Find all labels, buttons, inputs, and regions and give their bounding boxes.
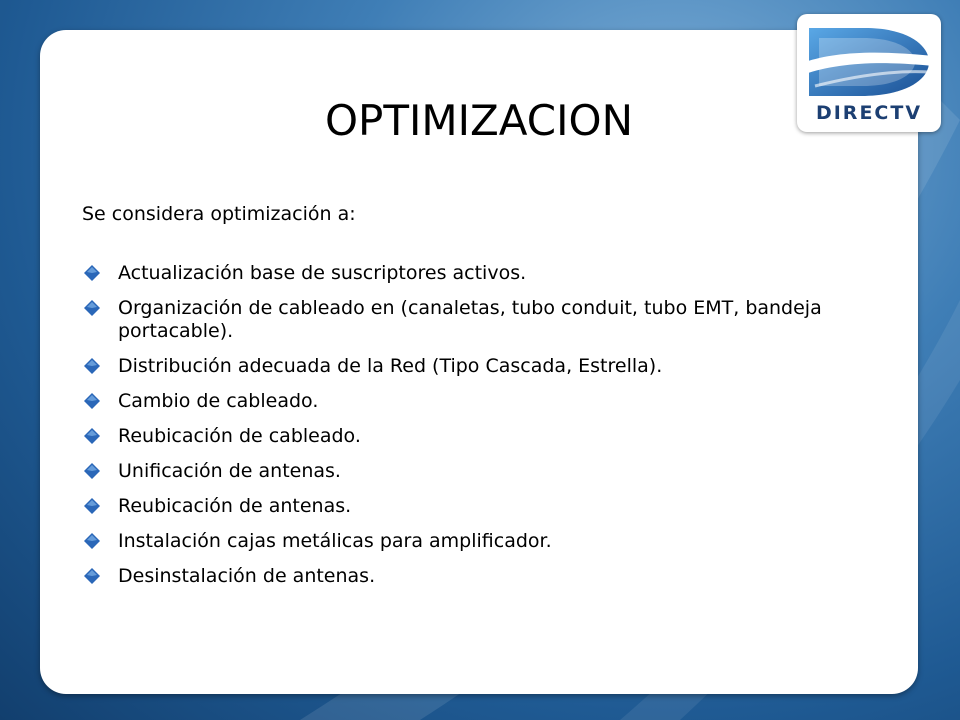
diamond-bullet-icon xyxy=(84,358,100,374)
list-item-text: Desinstalación de antenas. xyxy=(118,565,376,587)
diamond-bullet-icon xyxy=(84,393,100,409)
list-item xyxy=(82,565,842,588)
list-item-text: Instalación cajas metálicas para amplificador. xyxy=(118,530,552,552)
list-item xyxy=(82,530,842,553)
list-item xyxy=(82,355,842,378)
logo-text: DIRECTV xyxy=(815,102,923,124)
list-item-text: Cambio de cableado. xyxy=(118,390,319,412)
list-item-text: Unificación de antenas. xyxy=(118,460,341,482)
list-item xyxy=(82,262,842,285)
list-item xyxy=(82,297,842,343)
list-item-text: Reubicación de antenas. xyxy=(118,495,352,517)
diamond-bullet-icon xyxy=(84,463,100,479)
list-item xyxy=(82,495,842,518)
directv-logo xyxy=(797,14,941,132)
diamond-bullet-icon xyxy=(84,265,100,281)
bullet-list xyxy=(82,262,842,600)
diamond-bullet-icon xyxy=(84,568,100,584)
list-item xyxy=(82,425,842,448)
diamond-bullet-icon xyxy=(84,300,100,316)
list-item-text: Actualización base de suscriptores activos. xyxy=(118,262,527,284)
list-item xyxy=(82,390,842,413)
diamond-bullet-icon xyxy=(84,533,100,549)
diamond-bullet-icon xyxy=(84,428,100,444)
directv-logo-icon xyxy=(805,22,933,100)
list-item-text: Distribución adecuada de la Red (Tipo Cascada, Estrella). xyxy=(118,355,663,377)
list-item xyxy=(82,460,842,483)
list-item-text: Organización de cableado en (canaletas, tubo conduit, tubo EMT, bandeja portacable). xyxy=(118,297,822,342)
intro-text: Se considera optimización a: xyxy=(82,203,356,225)
slide-title: OPTIMIZACION xyxy=(324,96,633,145)
diamond-bullet-icon xyxy=(84,498,100,514)
list-item-text: Reubicación de cableado. xyxy=(118,425,361,447)
